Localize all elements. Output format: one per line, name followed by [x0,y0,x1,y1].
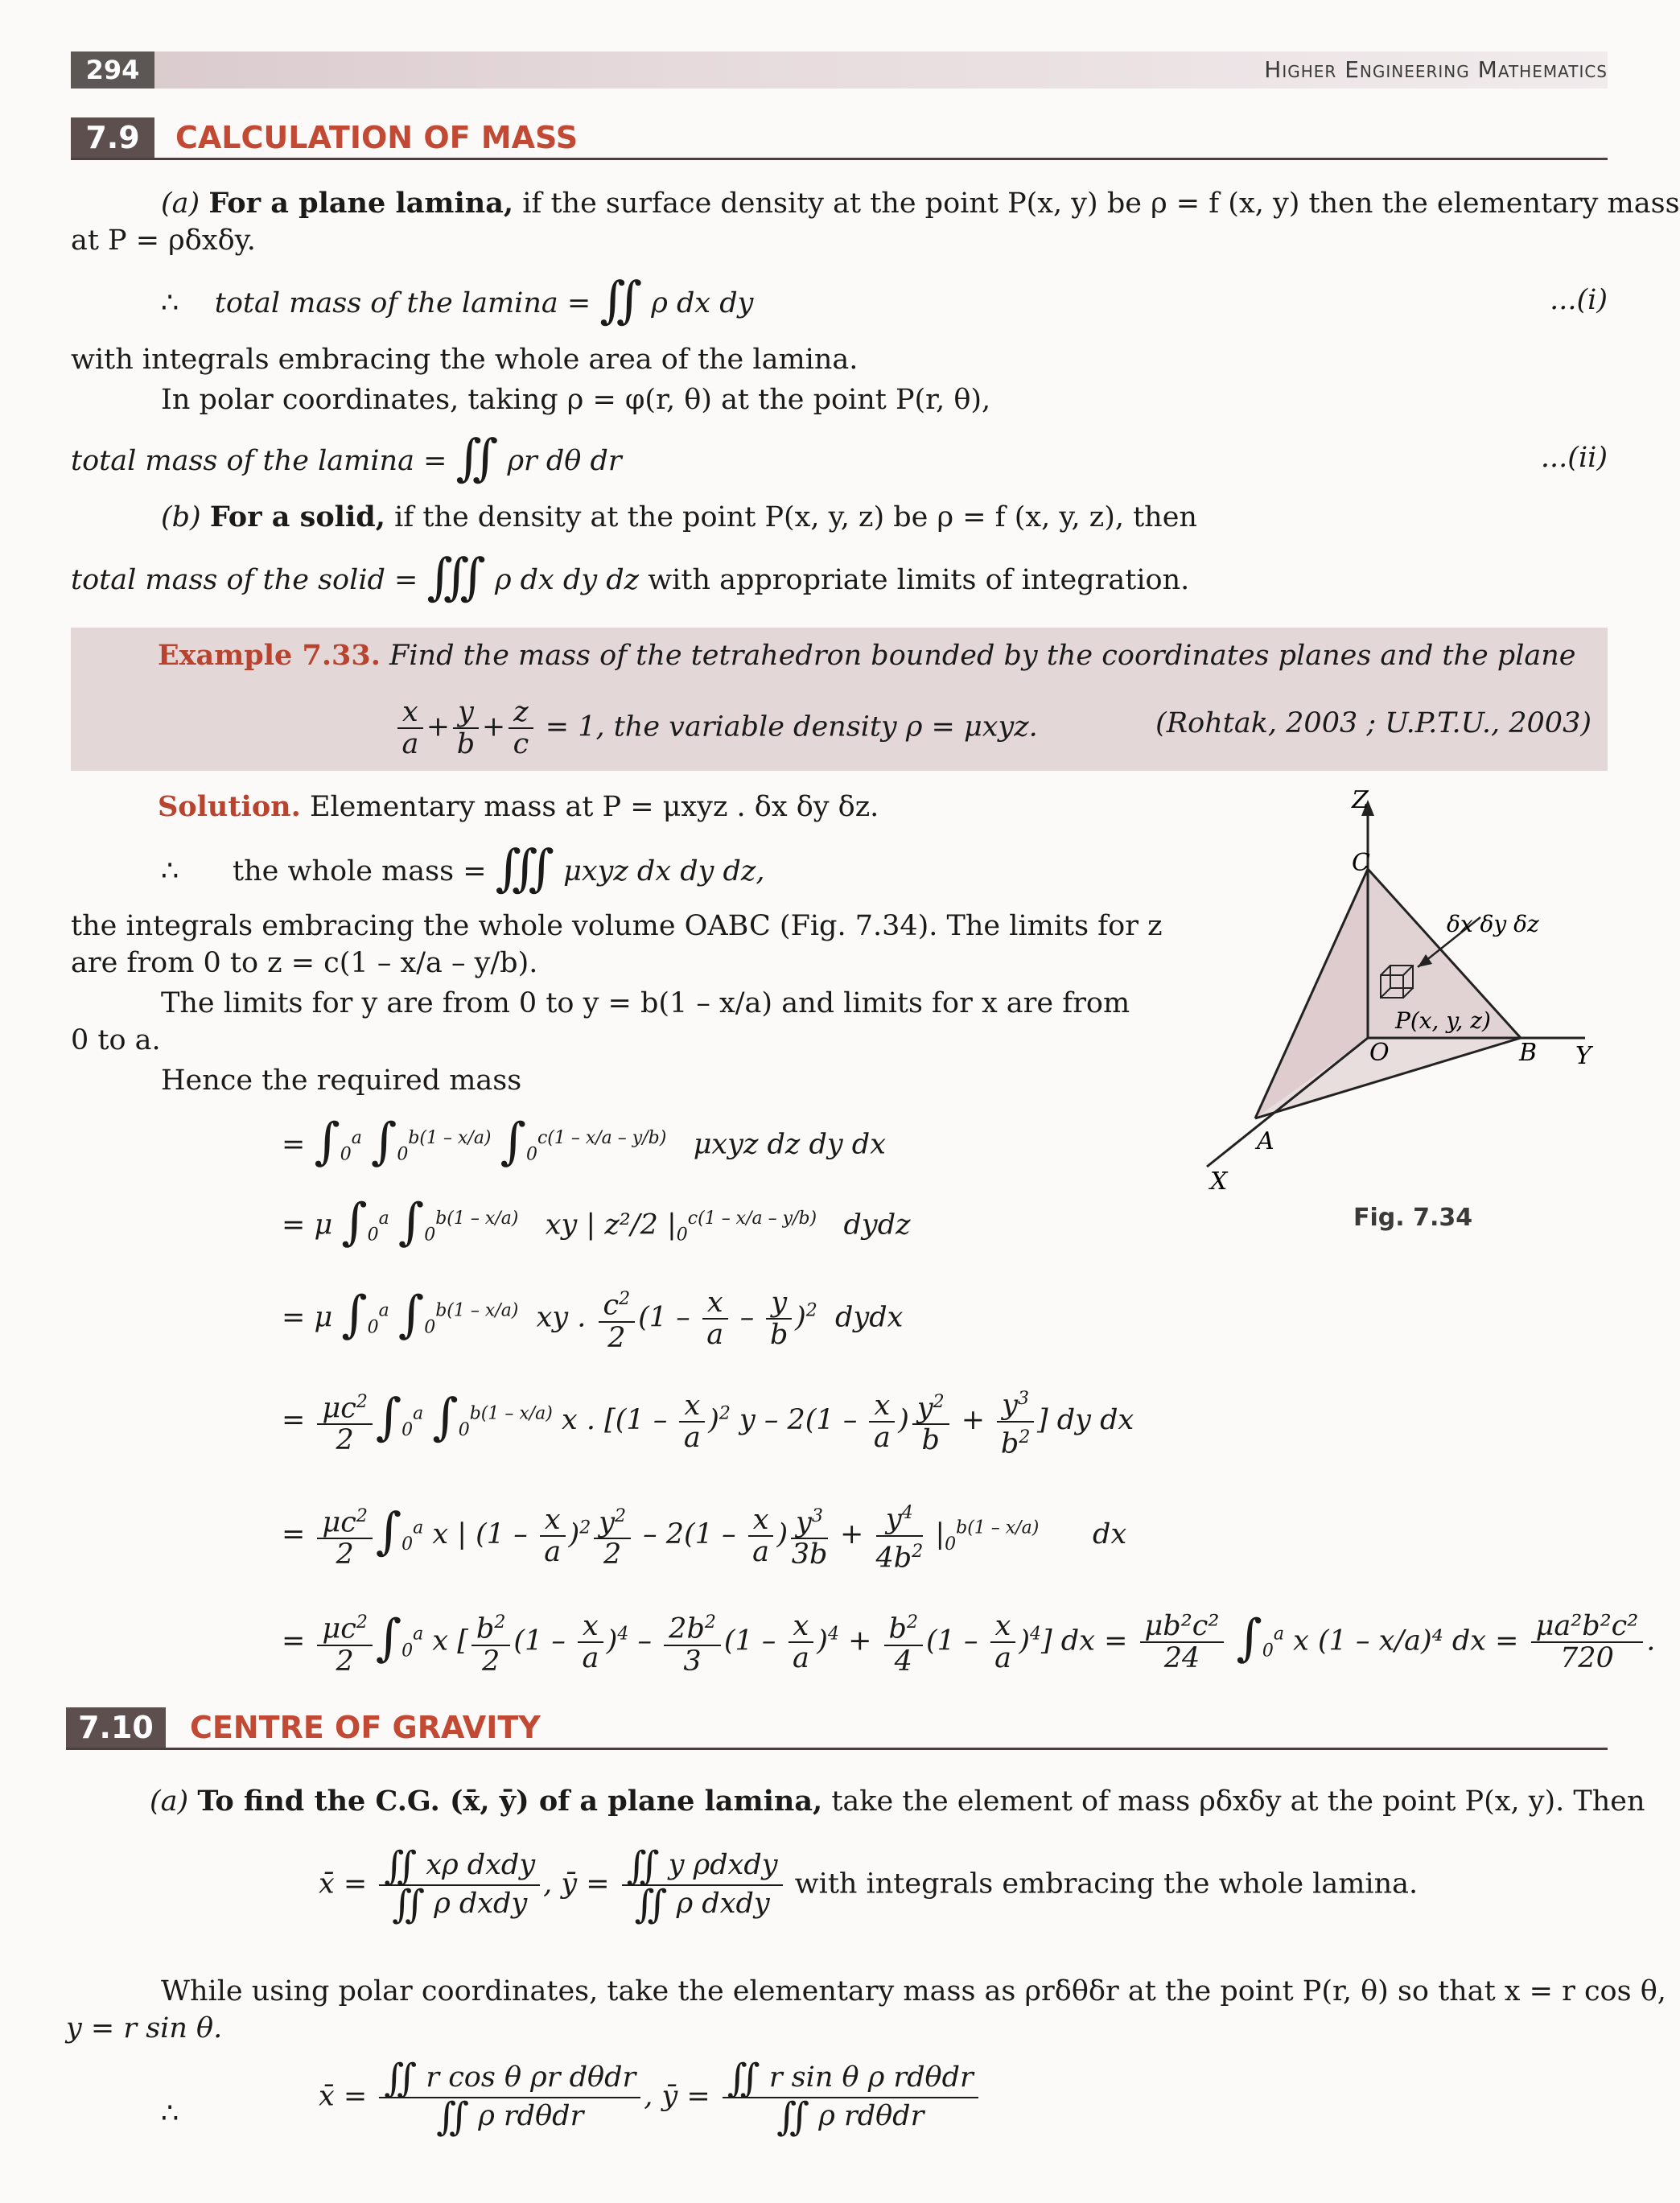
figure-tetrahedron [1191,786,1625,1239]
label-point-p: P(x, y, z) [1395,1007,1491,1034]
paragraph-solid: (b) For a solid, if the density at the point P(x, y, z) be ρ = f (x, y, z), then [161,500,1197,533]
equation-mass-polar: total mass of the lamina = ∬ ρr dθ dr [71,428,622,487]
equation-tag-ii: ...(ii) [1540,442,1608,474]
section-title: CALCULATION OF MASS [175,120,579,155]
paragraph-cg-polar-cont: y = r sin θ. [66,2012,223,2044]
derivation-step-2: = μ $\int_0^a$ $\int_0^{b(1 - x/a)}$ xy | z²/2 $|_0^{c(1 - x/a - y/b)}$ dydz [282,1192,911,1251]
label-c: C [1352,849,1370,877]
paragraph-cg: (a) To find the C.G. (x̄, ȳ) of a plane lamina, take the element of mass ρδxδy at the point P(x, y). Then [150,1785,1645,1818]
label-x: X [1210,1167,1228,1196]
section-number-710: 7.10 [66,1707,166,1748]
derivation-step-1: = $\int_0^a$ $\int_0^{b(1 - x/a)}$ $\int_0^{c(1 - x/a - y/b)}$ μxyz dz dy dx [282,1111,886,1171]
label-y: Y [1575,1042,1591,1070]
paragraph-plane-lamina: (a) For a plane lamina, if the surface density at the point P(x, y) be ρ = f (x, y) then the elementary mass [161,187,1680,220]
paragraph-polar: In polar coordinates, taking ρ = φ(r, θ) at the point P(r, θ), [161,384,991,416]
equation-tag-i: ...(i) [1550,284,1608,316]
figure-caption: Fig. 7.34 [1353,1204,1473,1232]
equation-cg-polar: x̄ = $\frac{\text{∬ r cos θ ρr dθdr}}{\text{∬ ρ rdθdr}}$ , ȳ = $\frac{\text{∬ r sin θ ρ rdθdr}}{\text{∬ ρ rdθdr}}$ [319,2060,982,2135]
derivation-step-6: = $\frac{\mu c^2}{2}$ $\int_0^a$ x [ $\frac{b^2}{2}$ (1 – $\frac{x}{a}$ )$^4$ – $\frac{2b^2}{3}$ (1 – $\frac{x}{a}$ )$^4$ + $\frac{b^2}{4}$ (1 – $\frac{x}{a}$ )$^4$] dx = $\frac{\text{μb²c²}}{24}$ $\int_0^a$ x (1 – x/a)⁴ dx = $\frac{\text{μa²b²c²}}{720}$ . [282,1608,1656,1678]
example-reference: (Rohtak, 2003 ; U.P.T.U., 2003) [1155,707,1591,739]
section-rule [71,158,1608,160]
label-b: B [1519,1039,1538,1067]
example-statement: Example 7.33. Find the mass of the tetrahedron bounded by the coordinates planes and the plane [158,639,1576,672]
solution-line5: 0 to a. [71,1024,161,1056]
solution-line2: the integrals embracing the whole volume OABC (Fig. 7.34). The limits for z [71,910,1163,942]
solution-line3: are from 0 to z = c(1 – x/a – y/b). [71,947,538,979]
derivation-step-3: = μ $\int_0^a$ $\int_0^{b(1 - x/a)}$ xy . $\frac{c^2}{2}$ (1 – $\frac{x}{a}$ – $\frac{y}{b}$ )$^2$ dydx [282,1284,904,1354]
section-rule-710 [66,1748,1608,1750]
solution-whole-mass: ∴ the whole mass = ∭ μxyz dx dy dz, [161,838,765,897]
section-number: 7.9 [71,117,154,158]
paragraph-integrals: with integrals embracing the whole area of the lamina. [71,344,859,376]
derivation-step-4: = $\frac{\mu c^2}{2}$ $\int_0^a$ $\int_0^{b(1 - x/a)}$ x . [(1 – $\frac{x}{a}$ )$^2$ y – 2(1 – $\frac{x}{a}$ ) $\frac{y^2}{b}$ + $\frac{y^3}{b^2}$ ] dy dx [282,1384,1134,1459]
therefore-symbol: ∴ [161,2098,179,2130]
equation-cg-cartesian: x̄ = $\frac{\text{∬ xρ dxdy}}{\text{∬ ρ dxdy}}$ , ȳ = $\frac{\text{∬ y ρdxdy}}{\text{∬ ρ dxdy}}$ with integrals embracing the whole lamina. [319,1843,1419,1927]
paragraph-plane-lamina-cont: at P = ρδxδy. [71,224,256,257]
running-title: Higher Engineering Mathematics [1264,56,1608,83]
equation-mass-solid: total mass of the solid = ∭ ρ dx dy dz with appropriate limits of integration. [71,547,1190,606]
derivation-step-5: = $\frac{\mu c^2}{2}$ $\int_0^a$ x | (1 – $\frac{x}{a}$ )$^2$ $\frac{y^2}{2}$ – 2(1 – $\frac{x}{a}$ ) $\frac{y^3}{3b}$ + $\frac{y^4}{4b^2}$ $|_0^{b(1 - x/a)}$ dx [282,1498,1126,1573]
paragraph-cg-polar: While using polar coordinates, take the elementary mass as ρrδθδr at the point P(r, θ) so that x = r cos θ, [161,1975,1666,2007]
solution-line4: The limits for y are from 0 to y = b(1 – x/a) and limits for x are from [161,987,1130,1019]
example-plane-equation: $\frac{x}{a}$ + $\frac{y}{b}$ + $\frac{z}{c}$ = 1, the variable density ρ = μxyz. [394,697,1038,760]
page-number: 294 [71,51,154,89]
section-title-710: CENTRE OF GRAVITY [190,1710,541,1745]
label-o: O [1369,1039,1390,1067]
label-a: A [1257,1127,1274,1155]
equation-mass-lamina: ∴ total mass of the lamina = ∬ ρ dx dy [161,270,754,329]
label-volume-element: δx δy δz [1447,911,1539,937]
label-z: Z [1352,786,1369,814]
solution-line6: Hence the required mass [161,1064,522,1097]
solution-line1: Solution. Elementary mass at P = μxyz . δx δy δz. [158,790,879,823]
